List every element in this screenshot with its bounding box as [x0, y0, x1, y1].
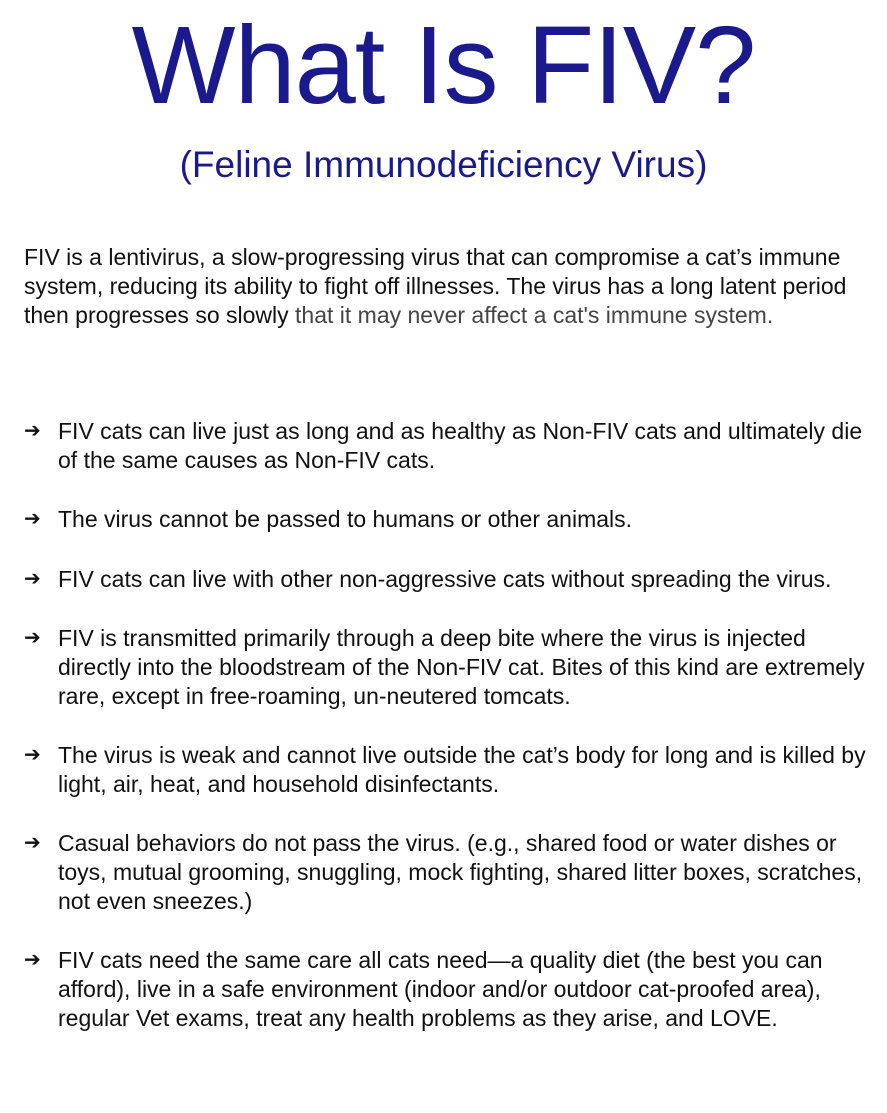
intro-paragraph: [24, 243, 882, 330]
arrow-right-icon: ➔: [24, 744, 41, 766]
list-item-text: FIV cats can live with other non-aggressive cats without spreading the virus.: [58, 566, 832, 592]
page-title: What Is FIV?: [131, 4, 756, 127]
list-item-text: FIV is transmitted primarily through a deep bite where the virus is injected directly into the bloodstream of the Non-FIV cat. Bites of this kind are extremely rare, except in free-roaming, un-neutered tomcats.: [58, 625, 865, 709]
list-item: [24, 829, 882, 916]
list-item: [24, 741, 882, 799]
arrow-right-icon: ➔: [24, 568, 41, 590]
arrow-right-icon: ➔: [24, 832, 41, 854]
arrow-right-icon: ➔: [24, 949, 41, 971]
arrow-right-icon: ➔: [24, 627, 41, 649]
list-item: [24, 565, 882, 594]
list-item: [24, 624, 882, 711]
list-item-text: FIV cats can live just as long and as healthy as Non-FIV cats and ultimately die of the same causes as Non-FIV cats.: [58, 418, 863, 473]
list-item: [24, 505, 882, 534]
list-item: [24, 946, 882, 1033]
page-subtitle: (Feline Immunodeficiency Virus): [179, 144, 708, 185]
list-item: [24, 417, 882, 475]
intro-text-faded: that it may never affect a cat's immune system.: [288, 302, 774, 328]
list-item-text: Casual behaviors do not pass the virus. (e.g., shared food or water dishes or toys, mutual grooming, snuggling, mock fighting, shared litter boxes, scratches, not even sneezes.): [58, 830, 863, 914]
fact-list: [24, 417, 882, 1063]
intro-text: FIV is a lentivirus, a slow-progressing virus that can compromise a cat’s immune system, reducing its ability to fight off illnesses. The virus has a long latent period then progresses so slowly: [24, 244, 847, 328]
list-item-text: The virus is weak and cannot live outside the cat’s body for long and is killed by light, air, heat, and household disinfectants.: [58, 742, 866, 797]
arrow-right-icon: ➔: [24, 420, 41, 442]
list-item-text: FIV cats need the same care all cats need—a quality diet (the best you can afford), live in a safe environment (indoor and/or outdoor cat-proofed area), regular Vet exams, treat any health problems as they arise, and LOVE.: [58, 947, 823, 1031]
arrow-right-icon: ➔: [24, 508, 41, 530]
list-item-text: The virus cannot be passed to humans or other animals.: [58, 506, 633, 532]
